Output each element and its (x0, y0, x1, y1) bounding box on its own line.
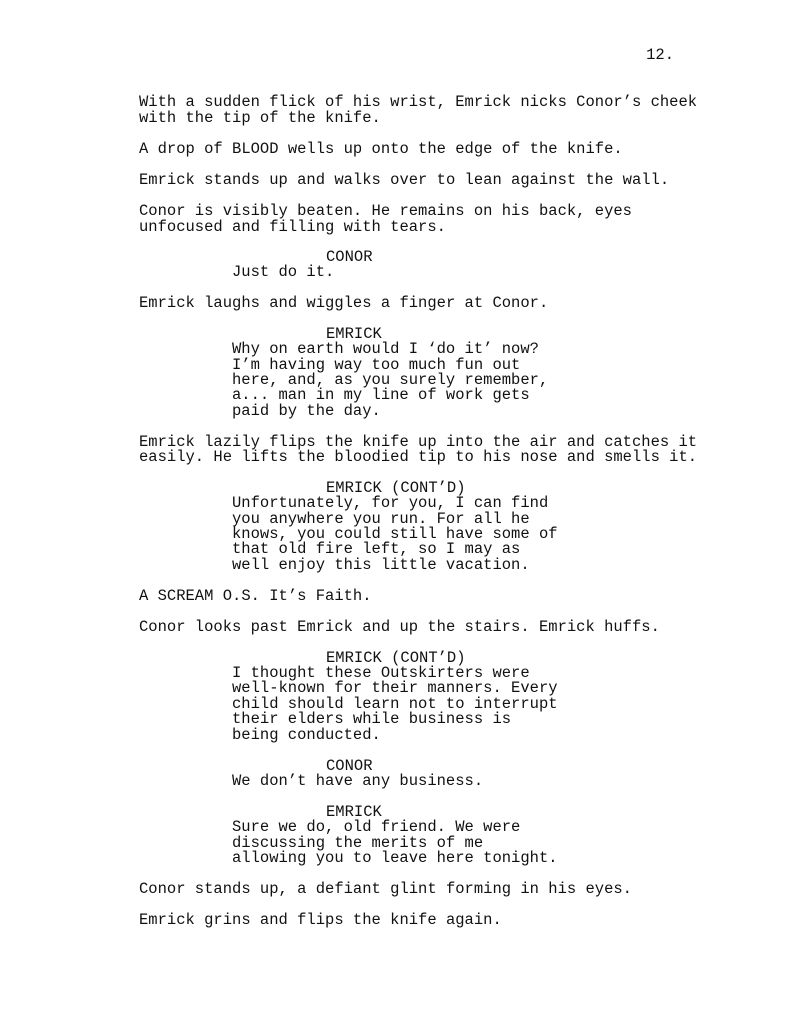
dialogue-line: knows, you could still have some of (232, 525, 558, 543)
dialogue-line: a... man in my line of work gets (232, 386, 530, 404)
dialogue-line: you anywhere you run. For all he (232, 510, 530, 528)
dialogue-line: Why on earth would I ‘do it’ now? (232, 340, 539, 358)
dialogue-line: well-known for their manners. Every (232, 679, 558, 697)
dialogue-line: paid by the day. (232, 402, 381, 420)
action-line: Emrick grins and flips the knife again. (139, 911, 502, 929)
dialogue-line: allowing you to leave here tonight. (232, 849, 558, 867)
dialogue-line: I’m having way too much fun out (232, 356, 521, 374)
action-line: Conor looks past Emrick and up the stairs. Emrick huffs. (139, 618, 660, 636)
dialogue-line: their elders while business is (232, 710, 512, 728)
character-cue: CONOR (326, 248, 373, 266)
dialogue-line: that old fire left, so I may as (232, 540, 521, 558)
character-cue: EMRICK (CONT’D) (326, 479, 466, 497)
character-cue: EMRICK (326, 803, 382, 821)
dialogue-line: Sure we do, old friend. We were (232, 818, 521, 836)
dialogue-line: Just do it. (232, 263, 335, 281)
action-line: Conor is visibly beaten. He remains on his back, eyes (139, 202, 632, 220)
action-line: A drop of BLOOD wells up onto the edge of the knife. (139, 140, 623, 158)
dialogue-line: discussing the merits of me (232, 834, 484, 852)
character-cue: CONOR (326, 757, 373, 775)
action-line: A SCREAM O.S. It’s Faith. (139, 587, 372, 605)
action-line: easily. He lifts the bloodied tip to his nose and smells it. (139, 448, 698, 466)
action-line: with the tip of the knife. (139, 109, 381, 127)
dialogue-line: We don’t have any business. (232, 772, 484, 790)
character-cue: EMRICK (CONT’D) (326, 649, 466, 667)
action-line: unfocused and filling with tears. (139, 218, 446, 236)
character-cue: EMRICK (326, 325, 382, 343)
dialogue-line: well enjoy this little vacation. (232, 556, 530, 574)
action-line: Conor stands up, a defiant glint forming in his eyes. (139, 880, 632, 898)
dialogue-line: I thought these Outskirters were (232, 664, 530, 682)
action-line: With a sudden flick of his wrist, Emrick nicks Conor’s cheek (139, 93, 698, 111)
dialogue-line: child should learn not to interrupt (232, 695, 558, 713)
dialogue-line: Unfortunately, for you, I can find (232, 494, 549, 512)
page-number: 12. (646, 46, 674, 64)
dialogue-line: being conducted. (232, 726, 381, 744)
dialogue-line: here, and, as you surely remember, (232, 371, 549, 389)
action-line: Emrick stands up and walks over to lean against the wall. (139, 171, 670, 189)
action-line: Emrick laughs and wiggles a finger at Conor. (139, 294, 549, 312)
action-line: Emrick lazily flips the knife up into the air and catches it (139, 433, 698, 451)
